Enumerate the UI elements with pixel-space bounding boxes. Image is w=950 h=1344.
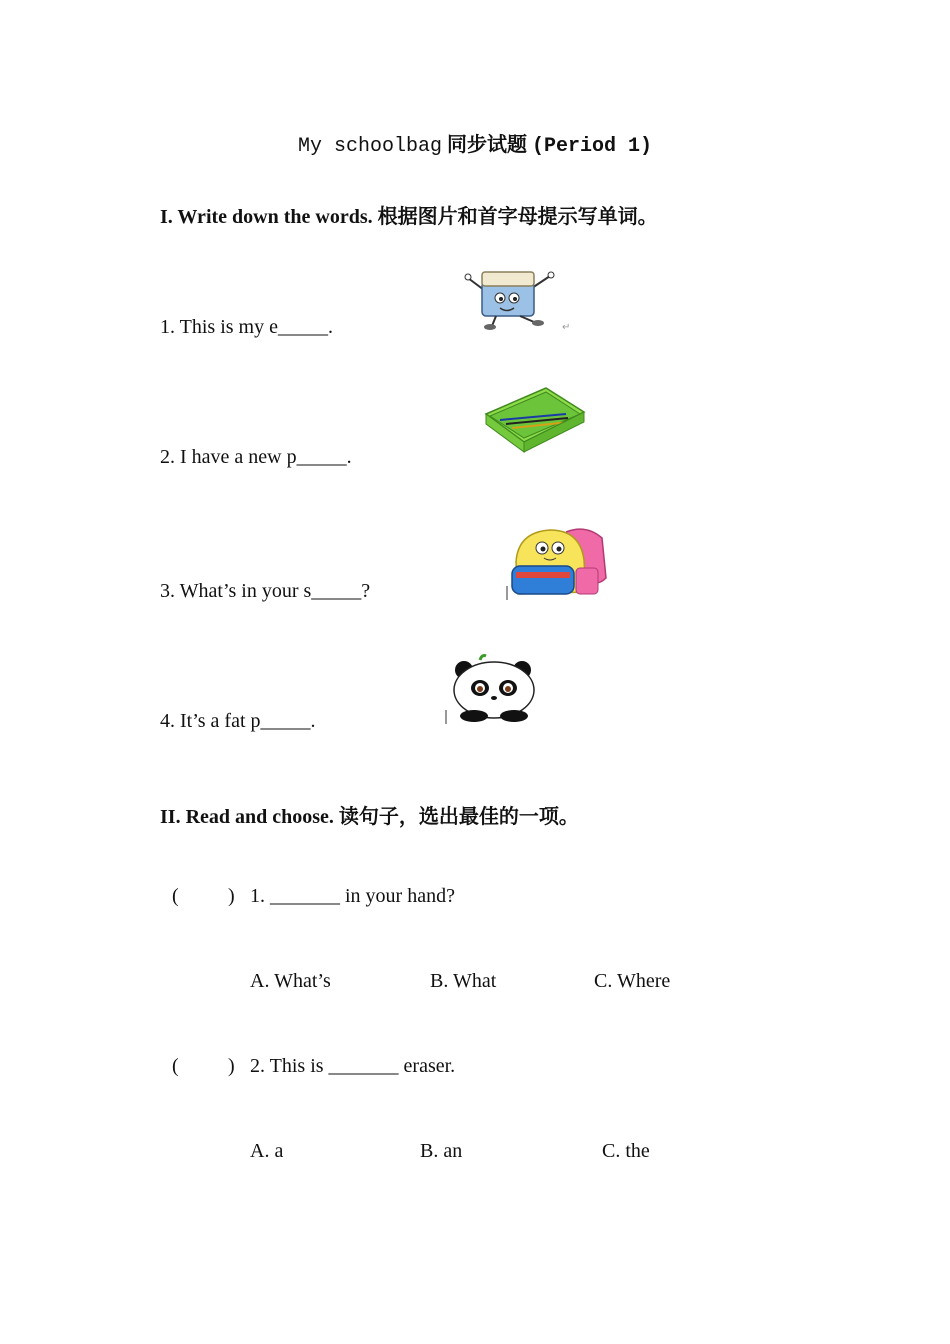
question-1-option-c: C. Where xyxy=(594,970,671,992)
section-1-heading-en: I. Write down the words. xyxy=(160,206,373,228)
section-2-heading xyxy=(160,800,579,829)
panda-icon xyxy=(444,652,542,724)
question-2-option-a: A. a xyxy=(250,1140,284,1162)
word-item-1: 1. This is my e_____. xyxy=(160,316,333,338)
word-item-2: 2. I have a new p_____. xyxy=(160,446,352,468)
title-english: My schoolbag xyxy=(297,135,442,158)
section-1-heading-cn: 根据图片和首字母提示写单词。 xyxy=(377,204,658,228)
question-2-option-b: B. an xyxy=(420,1140,463,1162)
answer-paren-close-1: ) xyxy=(228,885,235,907)
answer-paren-open-2: ( xyxy=(172,1055,179,1077)
answer-paren-open-1: ( xyxy=(172,885,179,907)
schoolbag-icon xyxy=(506,522,610,600)
question-1-option-b: B. What xyxy=(430,970,497,992)
question-1-stem: 1. _______ in your hand? xyxy=(250,885,455,907)
section-2-heading-cn: 读句子，选出最佳的一项。 xyxy=(338,804,579,828)
section-2-heading-en: II. Read and choose. xyxy=(160,806,334,828)
word-item-3: 3. What’s in your s_____? xyxy=(160,580,371,602)
pencil-box-icon xyxy=(484,386,588,458)
word-item-4: 4. It’s a fat p_____. xyxy=(160,710,316,732)
page-title xyxy=(0,128,950,158)
eraser-icon xyxy=(462,268,574,334)
title-chinese: 同步试题 xyxy=(447,132,527,156)
section-1-heading xyxy=(160,200,658,229)
question-2-stem: 2. This is _______ eraser. xyxy=(250,1055,456,1077)
question-2-option-c: C. the xyxy=(602,1140,650,1162)
question-1-option-a: A. What’s xyxy=(250,970,331,992)
svg-text:↵: ↵ xyxy=(562,322,571,333)
title-period: (Period 1) xyxy=(532,135,653,158)
answer-paren-close-2: ) xyxy=(228,1055,235,1077)
